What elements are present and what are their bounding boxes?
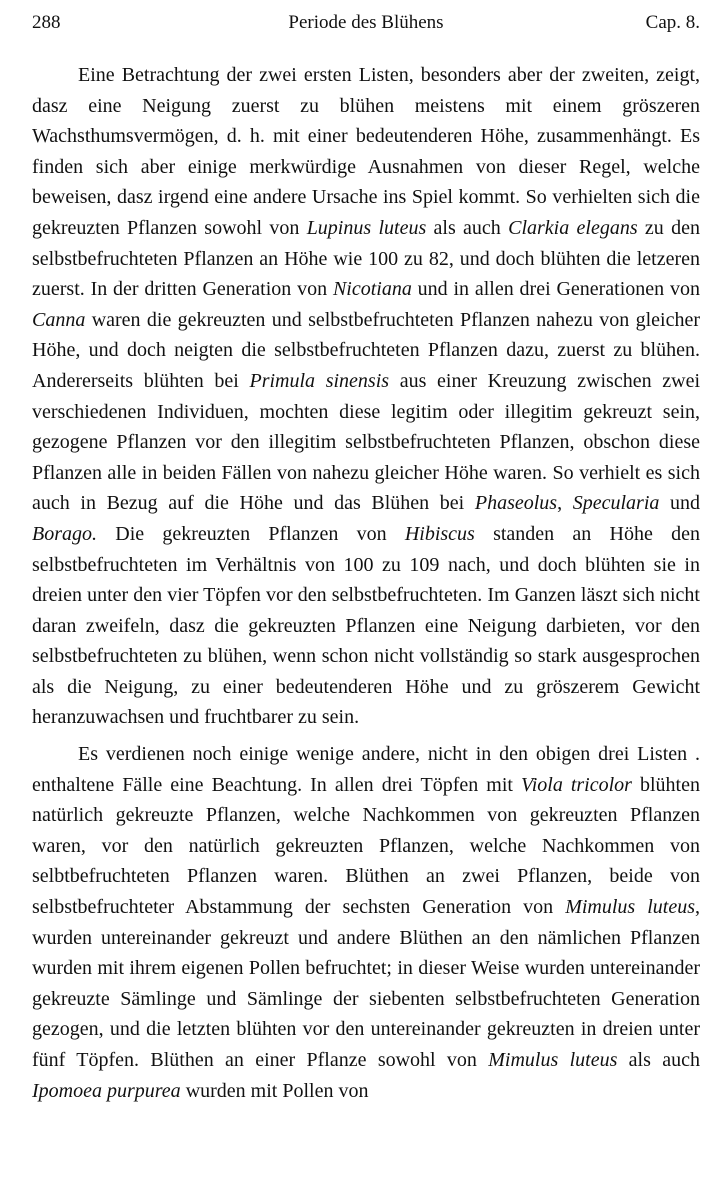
text-run: ,	[557, 492, 573, 515]
text-run: Die gekreuzten Pflanzen von	[97, 522, 405, 545]
text-run: als auch	[426, 216, 509, 239]
text-run: waren die gekreuzten und selbstbefruchteten Pflanzen nahezu von gleicher Höhe, und doch neigten die selbstbefruchteten Pflanzen dazu, zuerst zu blühen. Andererseits blühten bei	[32, 308, 700, 392]
book-page	[32, 0, 700, 1200]
text-run: zu den selbstbefruchteten Pflanzen an Höhe wie 100 zu 82, und doch blühten die letzeren zuerst. In der dritten Generation von	[32, 216, 700, 301]
text-run: Eine Betrachtung der zwei ersten Listen, besonders aber der zweiten, zeigt, dasz eine Neigung zuerst zu blühen meistens mit einem gröszeren Wachsthumsvermögen, d. h. mit einer bedeutenderen Höhe, zusammenhängt. Es finden sich aber einige merkwürdige Ausnahmen von dieser Regel, welche beweisen, dasz irgend eine andere Ursache ins Spiel kommt. So verhielten sich die gekreuzten Pflanzen sowohl von	[32, 64, 700, 239]
text-run: und in allen drei Generationen von	[411, 278, 700, 301]
italic-text: Specularia	[572, 492, 660, 515]
italic-text: Viola tricolor	[520, 773, 632, 796]
italic-text: Nicotiana	[332, 278, 412, 301]
italic-text: Primula sinensis	[249, 369, 390, 392]
paragraph	[32, 739, 700, 1106]
running-title: Periode des Blühens	[288, 12, 444, 33]
text-run: standen an Höhe den selbstbefruchteten im Verhältnis von 100 zu 109 nach, und doch blühten sie in dreien unter den vier Töpfen vor den selbstbefruchteten. Im Ganzen läszt sich nicht daran zweifeln, dasz die gekreuzten Pflanzen eine Neigung darbieten, vor den selbstbefruchteten zu blühen, wenn schon nicht vollständig so stark ausgesprochen als die Neigung, zu einer bedeutenderen Höhe und zu gröszerem Gewicht heranzuwachsen und fruchtbarer zu sein.	[32, 522, 700, 729]
italic-text: Mimulus luteus	[488, 1049, 618, 1071]
text-run: aus einer Kreuzung zwischen zwei verschiedenen Individuen, mochten diese legitim oder illegitim gekreuzt sein, gezogene Pflanzen vor den illegitim selbstbefruchteten Pflanzen, obschon diese Pflanzen alle in beiden Fällen von nahezu gleicher Höhe waren. So verhielt es sich auch in Bezug auf die Höhe und das Blühen bei	[32, 369, 701, 515]
italic-text: Hibiscus	[404, 522, 475, 545]
chapter-label: Cap. 8.	[645, 12, 700, 33]
text-run: Es verdienen noch einige wenige andere, nicht in den obigen drei Listen . enthaltene Fälle eine Beachtung. In allen drei Töpfen mit	[32, 743, 700, 796]
italic-text: Canna	[32, 308, 86, 331]
text-run: blühten natürlich gekreuzte Pflanzen, welche Nachkommen von gekreuzten Pflanzen waren, vor den natürlich gekreuzten Pflanzen, welche Nachkommen von selbtbefruchteten Pflanzen waren. Blüthen an zwei Pflanzen, beide von selbstbefruchteter Abstammung der sechsten Generation von	[32, 773, 700, 919]
italic-text: Phaseolus	[474, 492, 558, 515]
italic-text: Lupinus luteus	[306, 216, 427, 239]
text-run: und	[659, 492, 701, 515]
italic-text: Clarkia elegans	[508, 216, 638, 239]
italic-text: Mimulus luteus	[565, 896, 695, 919]
text-run: wurden mit Pollen von	[180, 1079, 369, 1102]
italic-text: Ipomoea purpurea	[32, 1079, 181, 1102]
running-header	[32, 12, 700, 42]
italic-text: Borago.	[32, 522, 97, 545]
text-run: als auch	[617, 1049, 700, 1071]
paragraph	[32, 60, 700, 733]
page-number: 288	[32, 12, 61, 33]
body-text	[32, 60, 700, 1106]
text-run: , wurden untereinander gekreuzt und andere Blüthen an den nämlichen Pflanzen wurden mit ihrem eigenen Pollen befruchtet; in dieser Weise wurden untereinander gekreuzte Sämlinge und Sämlinge der siebenten selbstbefruchteten Generation gezogen, und die letzten blühten vor den untereinander gekreuzten in dreien unter fünf Töpfen. Blüthen an einer Pflanze sowohl von	[32, 896, 700, 1071]
